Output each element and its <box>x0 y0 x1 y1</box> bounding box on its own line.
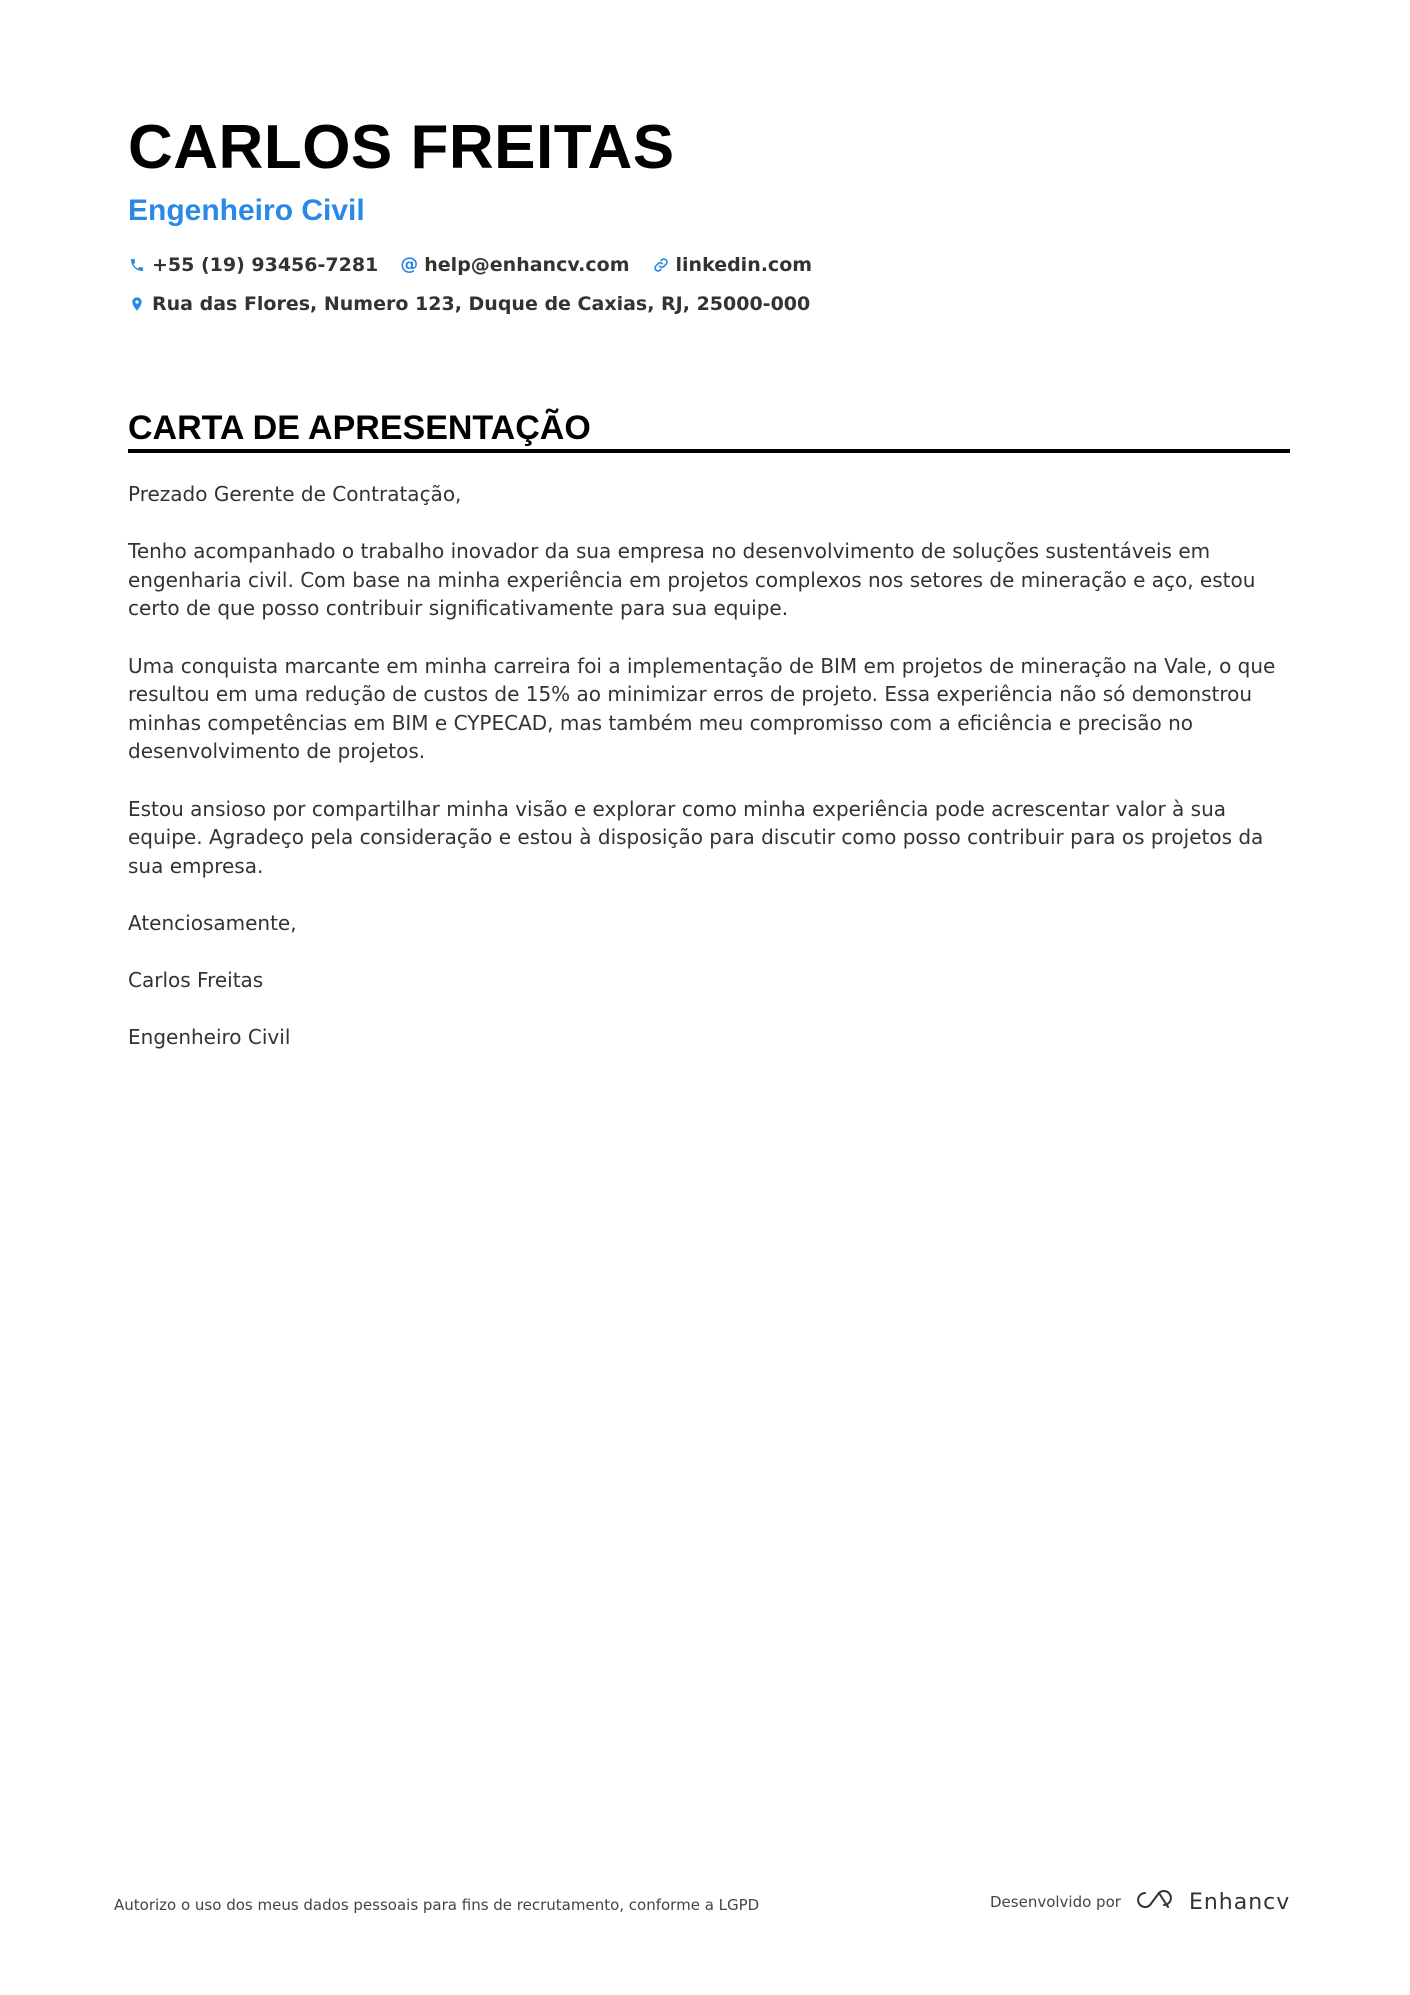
contact-email[interactable] <box>400 254 629 276</box>
phone-icon <box>128 256 146 274</box>
candidate-role: Engenheiro Civil <box>128 194 365 227</box>
at-icon: @ <box>400 254 419 275</box>
powered-by-label: Desenvolvido por <box>990 1893 1121 1911</box>
linkedin-text: linkedin.com <box>675 254 813 276</box>
powered-by <box>990 1888 1290 1916</box>
email-text: help@enhancv.com <box>424 254 630 276</box>
candidate-name: CARLOS FREITAS <box>128 113 675 182</box>
phone-text: +55 (19) 93456-7281 <box>152 254 379 276</box>
signature-title: Engenheiro Civil <box>128 1025 291 1050</box>
letter-paragraph: Tenho acompanhado o trabalho inovador da sua empresa no desenvolvimento de soluções sustentáveis em engenharia civil. Com base na minha experiência em projetos complexos nos setores de mineração e aço, estou certo de que posso contribuir significativamente para sua equipe. <box>128 539 1256 621</box>
letter-paragraph: Uma conquista marcante em minha carreira foi a implementação de BIM em projetos de mineração na Vale, o que resultou em uma redução de custos de 15% ao minimizar erros de projeto. Essa experiência não só demonstrou minhas competências em BIM e CYPECAD, mas também meu compromisso com a eficiência e precisão no desenvolvimento de projetos. <box>128 653 1276 764</box>
brand-name: Enhancv <box>1188 1889 1291 1915</box>
signature-name: Carlos Freitas <box>128 968 264 993</box>
contact-row-address <box>128 293 832 315</box>
contact-linkedin[interactable] <box>652 254 813 276</box>
brand-logo[interactable] <box>1133 1888 1290 1916</box>
contact-phone[interactable] <box>128 254 378 276</box>
letter-paragraph: Estou ansioso por compartilhar minha visão e explorar como minha experiência pode acrescentar valor à sua equipe. Agradeço pela consideração e estou à disposição para discutir como posso contribuir para os projetos da sua empresa. <box>128 796 1264 878</box>
letter-body <box>128 480 1290 1080</box>
location-pin-icon <box>128 295 146 313</box>
section-divider <box>128 449 1290 453</box>
link-icon <box>652 256 670 274</box>
contact-row-primary <box>128 254 834 276</box>
consent-note: Autorizo o uso dos meus dados pessoais para fins de recrutamento, conforme a LGPD <box>114 1896 760 1914</box>
letter-greeting: Prezado Gerente de Contratação, <box>128 482 462 506</box>
letter-closing: Atenciosamente, <box>128 910 297 935</box>
address-text: Rua das Flores, Numero 123, Duque de Caxias, RJ, 25000-000 <box>152 293 811 315</box>
enhancv-logo-icon <box>1133 1888 1179 1916</box>
section-title: CARTA DE APRESENTAÇÃO <box>128 409 591 447</box>
contact-address <box>128 293 810 315</box>
